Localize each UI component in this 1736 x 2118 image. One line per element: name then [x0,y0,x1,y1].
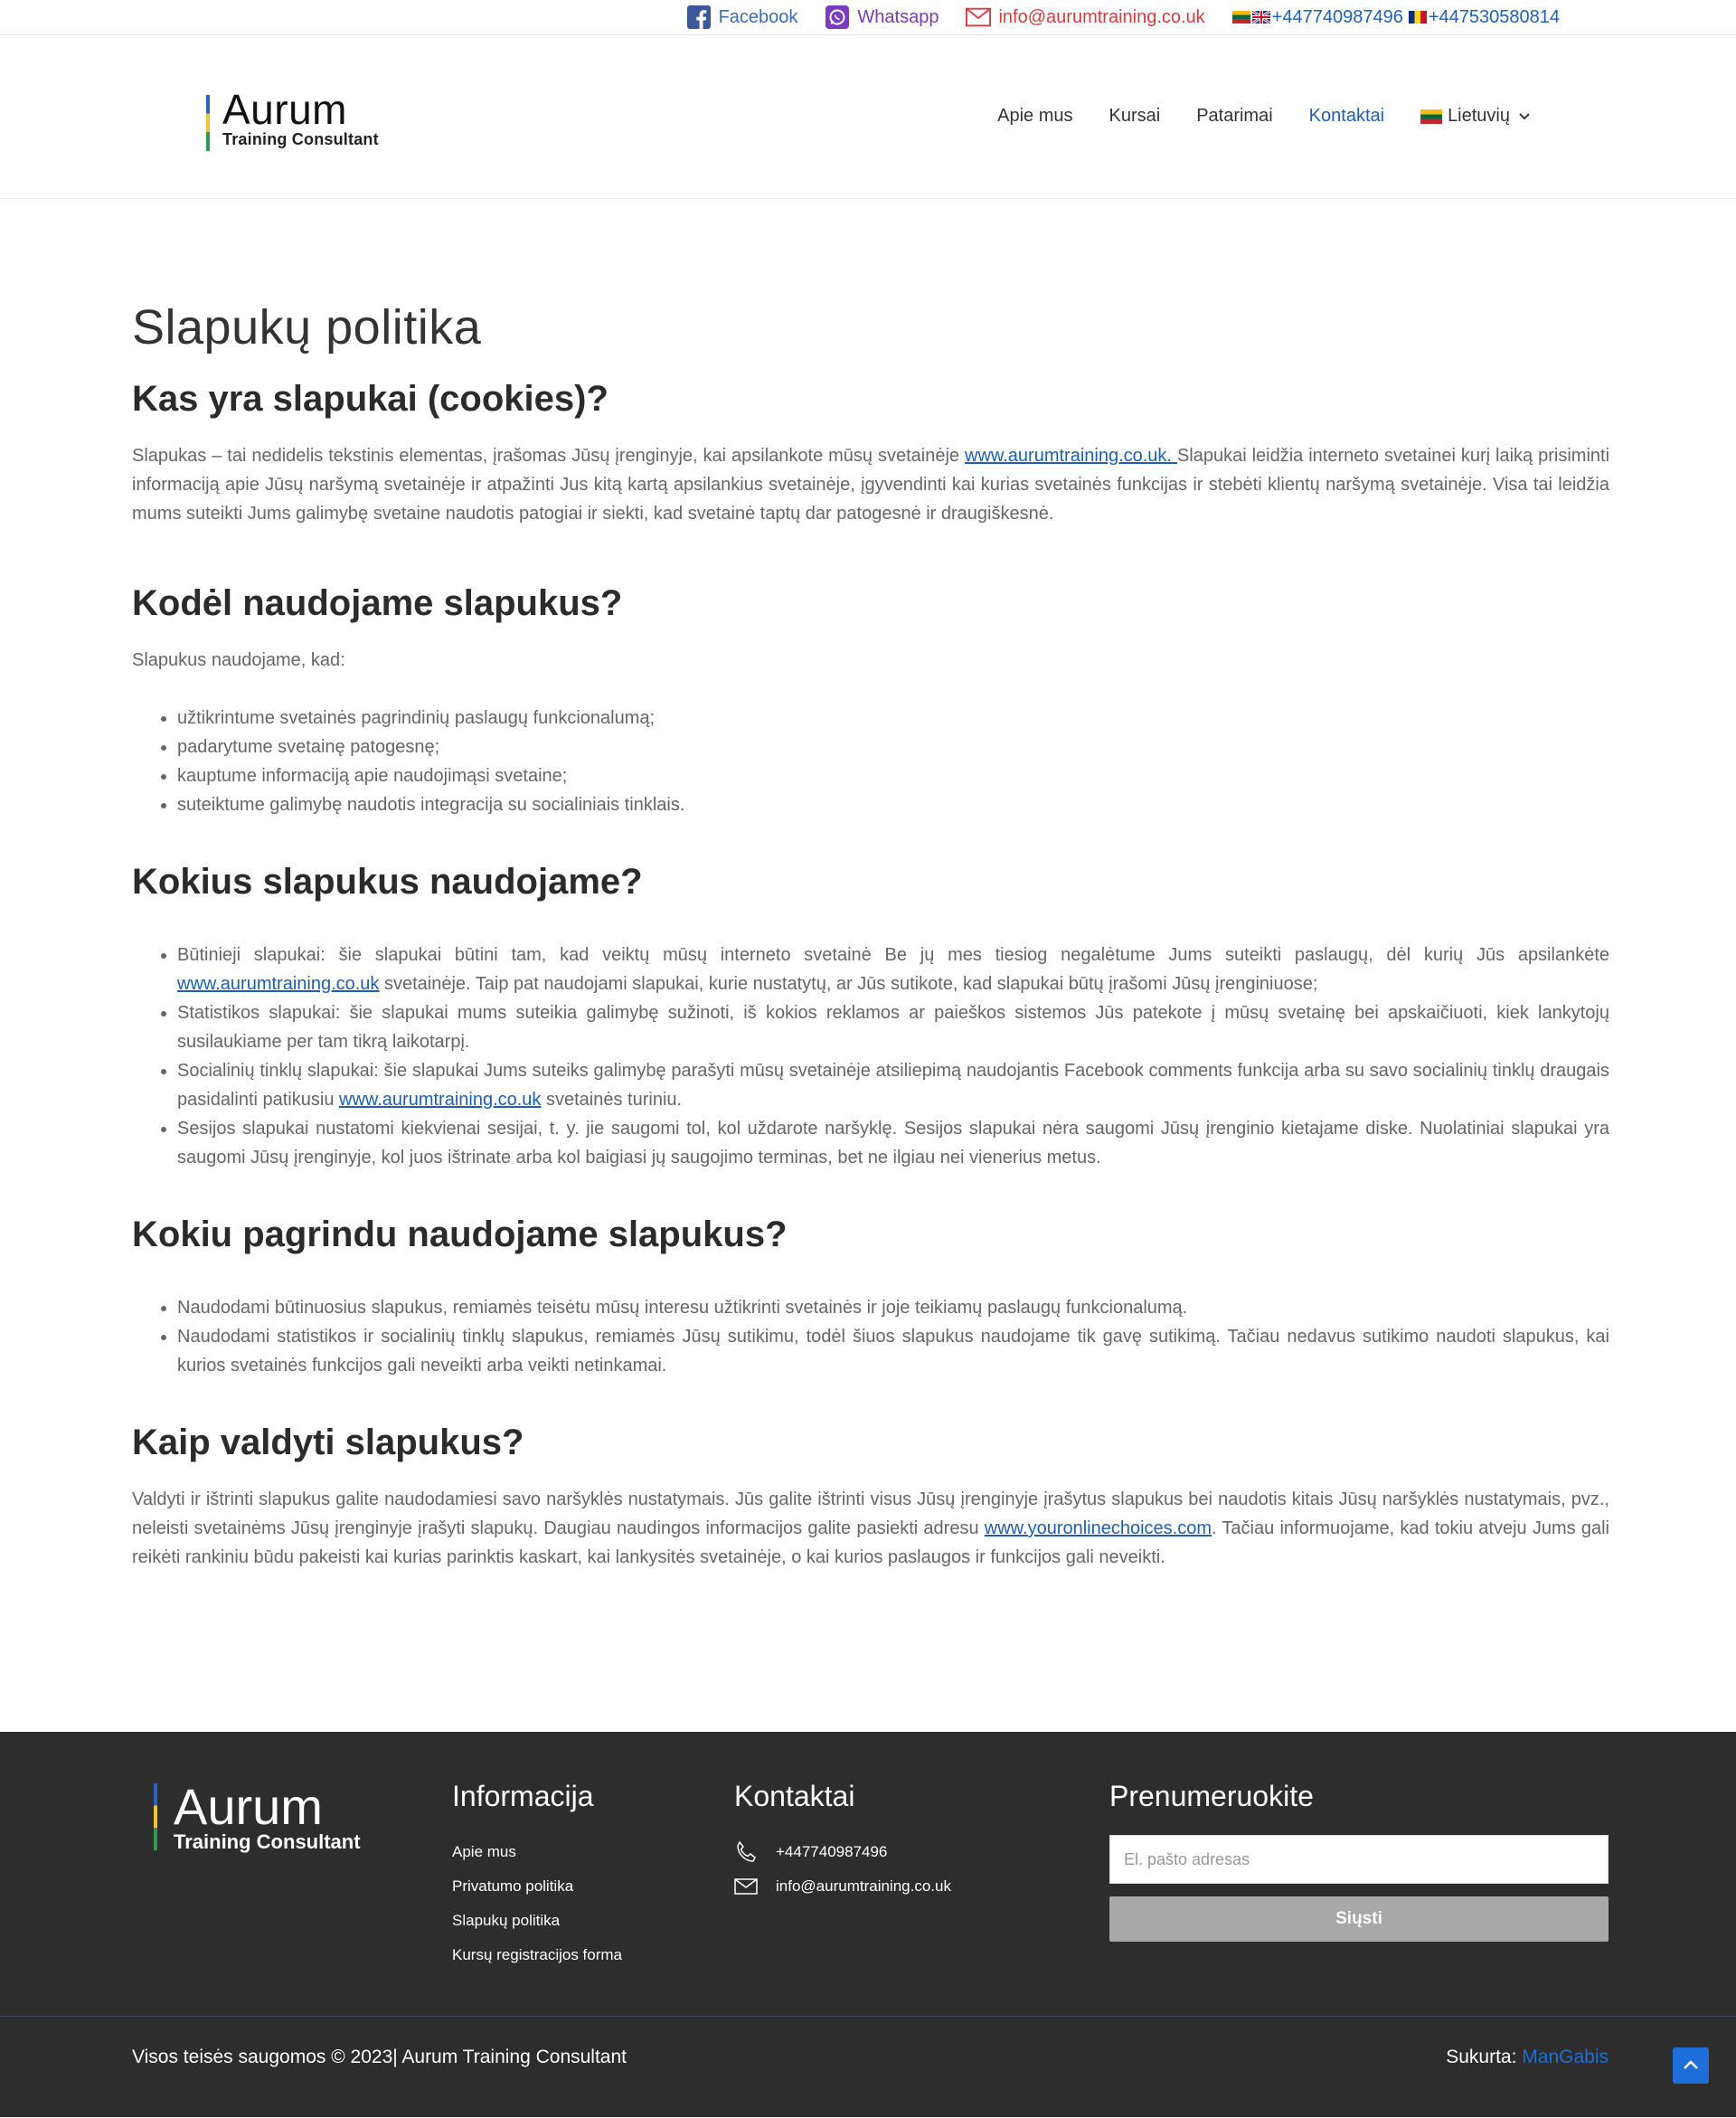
section-heading-what-are-cookies: Kas yra slapukai (cookies)? [132,379,609,419]
footer-bottom-bar [0,2016,1736,2118]
credit-text [1446,2047,1609,2068]
list-item [177,1056,1609,1114]
list-item: • Naudodami statistikos ir socialinių tinklų slapukus, remiamės Jūsų sutikimu, todėl šiuos slapukus naudojame tik gavę sutikimą. Tačiau nedavus sutikimo naudoti slapukus, kai kurios svetainės funkcijos gali neveikti arba veikti netinkamai. [177,1322,1609,1380]
item-text: svetainės turiniu. [541,1090,683,1110]
section-heading-why-cookies: Kodėl naudojame slapukus? [132,583,623,623]
nav-item-kontaktai[interactable]: Kontaktai [1308,106,1385,126]
credit-link[interactable]: ManGabis [1522,2047,1609,2067]
scroll-to-top-button[interactable] [1673,2047,1709,2084]
top-contact-bar [0,0,1736,35]
paragraph-text: . Tačiau informuojame, kad tokiu atveju Jums gali reikėti rankiniu būdu pakeisti kai kurias parinktis kaskart, kai lankysitės svetainėje, o kai kurios paslaugos ir funkcijos gali neveikti. [132,1518,1609,1567]
chevron-up-icon [1684,2057,1698,2074]
site-link[interactable]: www.aurumtraining.co.uk [339,1090,542,1110]
footer-contacts-title: Kontaktai [734,1780,855,1812]
site-logo[interactable] [206,59,379,153]
youronlinechoices-link[interactable]: www.youronlinechoices.com [984,1518,1212,1538]
footer-phone-label: +447740987496 [776,1843,888,1860]
whatsapp-link[interactable] [825,5,939,30]
legal-basis-list [132,1293,1609,1380]
uk-flag-icon [1252,11,1270,24]
list-item: • užtikrintume svetainės pagrindinių paslaugų funkcionalumą; [177,704,1609,733]
main-content [132,298,1609,1572]
email-label: info@aurumtraining.co.uk [998,6,1205,27]
logo-subtitle: Training Consultant [222,130,379,148]
section-heading-legal-basis: Kokiu pagrindu naudojame slapukus? [132,1215,788,1254]
list-item: • Sesijos slapukai nustatomi kiekvienai sesijai, t. y. jie saugomi tol, kol uždarote naršyklę. Sesijos slapukai nėra saugomi Jūsų įrenginio kietajame diske. Nuolatiniai slapukai yra saugomi Jūsų įrenginyje, kol juos ištrinate arba kol baigiasi jų saugojimo terminas, bet ne ilgiau nei vienerius metus. [177,1114,1609,1172]
section-heading-manage-cookies: Kaip valdyti slapukus? [132,1423,524,1462]
phone-uk-link[interactable]: +447740987496 [1271,6,1403,27]
paragraph-text: Slapukas – tai nedidelis tekstinis elementas, įrašomas Jūsų įrenginyje, kai apsilankote mūsų svetainėje [132,446,965,466]
item-text: svetainėje. Taip pat naudojami slapukai, kurie nustatytų, ar Jūs sutikote, kad slapukai būtų įrašomi Jūsų įrenginiuose; [379,974,1318,994]
footer-contacts-column [734,1777,951,1904]
site-header [0,35,1736,199]
why-cookies-list [132,704,1609,819]
footer-email[interactable] [734,1869,951,1904]
footer-email-label: info@aurumtraining.co.uk [776,1877,951,1895]
facebook-link[interactable] [686,5,798,30]
credit-label: Sukurta: [1446,2047,1517,2067]
paragraph-text: Valdyti ir ištrinti slapukus galite naudodamiesi savo naršyklės nustatymais. Jūs galite ištrinti visus Jūsų įrenginyje įrašytus slapukus bei naudotis kitais Jūsų naršyklės nustatymais, pvz., neleisti svetainėms Jūsų įrenginyje įrašyti slapukų. Daugiau naudingos informacijos galite pasiekti adresu [132,1489,1609,1538]
list-item [177,941,1609,998]
footer-link-slapuku-politika[interactable]: Slapukų politika [452,1912,561,1929]
site-link[interactable]: www.aurumtraining.co.uk. [965,446,1177,466]
logo-title: Aurum [222,86,347,133]
manage-cookies-paragraph [132,1485,1609,1572]
facebook-icon [686,5,712,30]
top-contact-links [659,0,1560,34]
footer-subscribe-title: Prenumeruokite [1109,1780,1314,1812]
nav-item-kursai[interactable]: Kursai [1109,106,1161,126]
footer-link-apie-mus[interactable]: Apie mus [452,1843,516,1860]
subscribe-send-button[interactable]: Siųsti [1109,1896,1609,1942]
lithuania-flag-icon [1232,11,1250,24]
page-title: Slapukų politika [132,300,482,355]
footer-logo[interactable] [154,1778,361,1854]
phone-icon [734,1840,760,1864]
lithuania-flag-icon [1420,109,1442,124]
facebook-label: Facebook [718,6,798,27]
chevron-down-icon [1519,109,1530,123]
logo-accent-bar [154,1783,157,1850]
site-link[interactable]: www.aurumtraining.co.uk [177,974,380,994]
list-item: • Naudodami būtinuosius slapukus, remiamės teisėtu mūsų interesu užtikrinti svetainės ir joje teikiamų paslaugų funkcionalumą. [177,1293,1609,1322]
footer-info-title: Informacija [452,1780,594,1812]
paragraph-text: Slapukai leidžia interneto svetainei kurį laiką prisiminti informaciją apie Jūsų naršymą svetainėje ir atpažinti Jus kitą kartą apsilankius svetainėje, įgyvendinti kai kurias svetainės funkcijas ir stebėti klientų naršymą svetainėje. Visa tai leidžia mums suteikti Jums galimybę svetaine naudotis patogiai ir siekti, kad svetainė taptų dar patogesnė ir draugiškesnė. [132,446,1610,524]
nav-item-apie-mus[interactable]: Apie mus [997,106,1073,126]
email-link[interactable] [966,5,1204,30]
logo-accent-bar [206,95,210,151]
footer-logo-title: Aurum [174,1778,323,1835]
item-text: Būtinieji slapukai: šie slapukai būtini tam, kad veiktų mūsų interneto svetainė Be jų mes tiesiog negalėtume Jums suteikti paslaugų, dėl kurių Jūs apsilankėte [177,945,1609,965]
cookie-types-list [132,941,1609,1172]
list-item: • kauptume informaciją apie naudojimąsi svetaine; [177,761,1609,790]
cookies-definition-paragraph [132,441,1609,528]
section-heading-cookie-types: Kokius slapukus naudojame? [132,862,643,902]
mail-icon [966,5,991,30]
language-selector[interactable] [1420,106,1530,127]
footer-phone[interactable] [734,1835,951,1869]
why-cookies-intro: Slapukus naudojame, kad: [132,650,345,670]
footer-logo-subtitle: Training Consultant [174,1830,361,1853]
footer-link-kursu-registracija[interactable]: Kursų registracijos forma [452,1946,623,1963]
romania-flag-icon [1409,11,1427,24]
subscribe-email-input[interactable] [1109,1835,1609,1884]
whatsapp-label: Whatsapp [857,6,939,27]
whatsapp-icon [825,5,850,30]
copyright-text: Visos teisės saugomos © 2023| Aurum Training Consultant [132,2047,627,2067]
main-nav [961,106,1530,127]
footer-info-column [452,1777,622,1972]
footer-subscribe-column [1109,1777,1736,1942]
phone-ro-link[interactable]: +447530580814 [1428,6,1560,27]
language-label: Lietuvių [1448,106,1510,126]
phone-numbers [1232,7,1560,28]
nav-item-patarimai[interactable]: Patarimai [1196,106,1273,126]
list-item: • suteiktume galimybę naudotis integracija su socialiniais tinklais. [177,790,1609,819]
footer-link-privatumo-politika[interactable]: Privatumo politika [452,1877,574,1895]
mail-icon [734,1878,760,1895]
list-item: • padarytume svetainę patogesnę; [177,733,1609,761]
list-item: • Statistikos slapukai: šie slapukai mums suteikia galimybę sužinoti, iš kokios reklamos ar paieškos sistemos Jūs patekote į mūsų svetainę bei apskaičiuoti, kiek lankytojų susilaukiame per tam tikrą laikotarpį. [177,998,1609,1056]
item-text: Socialinių tinklų slapukai: šie slapukai Jums suteiks galimybę parašyti mūsų svetainėje atsiliepimą naudojantis Facebook comments funkcija arba su savo socialinių tinklų draugais pasidalinti patikusiu [177,1061,1609,1110]
site-footer [0,1732,1736,2117]
